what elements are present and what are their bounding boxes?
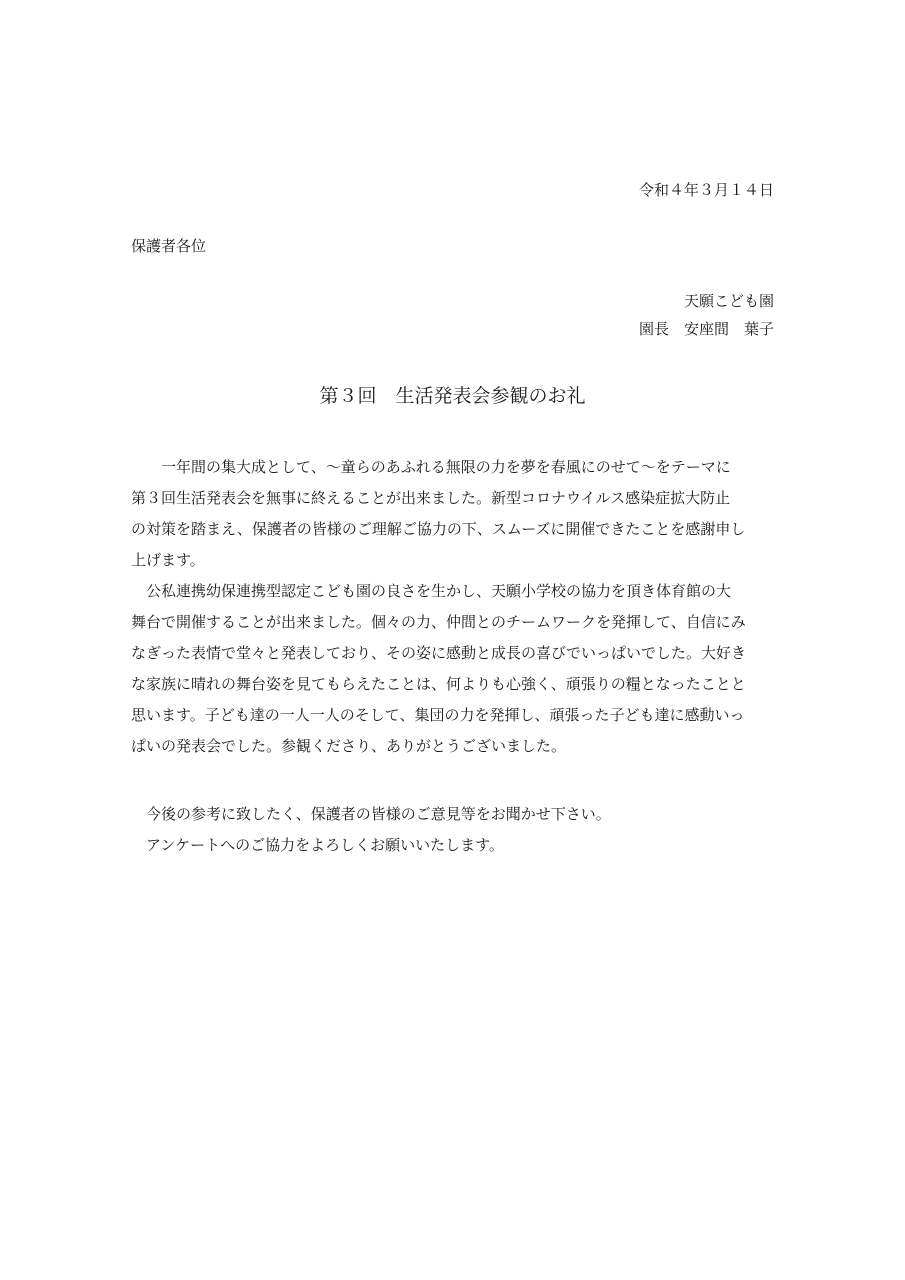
closing-line: アンケートへのご協力をよろしくお願いいたします。 xyxy=(146,836,504,854)
letter-date: 令和４年３月１４日 xyxy=(638,181,774,199)
body-paragraph-1 xyxy=(131,452,775,576)
body-line: 公私連携幼保連携型認定こども園の良さを生かし、天願小学校の協力を頂き体育館の大 xyxy=(146,582,732,600)
body-line: の対策を踏まえ、保護者の皆様のご理解ご協力の下、スムーズに開催できたことを感謝申し xyxy=(131,520,746,538)
body-line: 第３回生活発表会を無事に終えることが出来ました。新型コロナウイルス感染症拡大防止 xyxy=(131,489,731,507)
body-line: ぱいの発表会でした。参観くださり、ありがとうございました。 xyxy=(131,737,567,755)
body-line: 一年間の集大成として、～童らのあふれる無限の力を夢を春風にのせて～をテーマに xyxy=(161,458,731,476)
body-line: 舞台で開催することが出来ました。個々の力、仲間とのチームワークを発揮して、自信にみ xyxy=(131,613,746,631)
body-line: なぎった表情で堂々と発表しており、その姿に感動と成長の喜びでいっぱいでした。大好き xyxy=(131,644,747,662)
closing-line: 今後の参考に致したく、保護者の皆様のご意見等をお聞かせ下さい。 xyxy=(146,805,611,823)
body-line: 思います。子ども達の一人一人のそして、集団の力を発揮し、頑張った子ども達に感動いっ xyxy=(131,706,745,724)
letter-title: 第３回 生活発表会参観のお礼 xyxy=(319,385,586,407)
sender-name: 園長 安座間 葉子 xyxy=(638,320,774,338)
closing-paragraph xyxy=(131,799,775,861)
sender-organization: 天願こども園 xyxy=(683,292,774,310)
addressee: 保護者各位 xyxy=(131,237,207,255)
body-line: な家族に晴れの舞台姿を見てもらえたことは、何よりも心強く、頑張りの糧となったことと xyxy=(131,675,746,693)
body-paragraph-2 xyxy=(131,576,775,762)
body-line: 上げます。 xyxy=(131,551,205,569)
